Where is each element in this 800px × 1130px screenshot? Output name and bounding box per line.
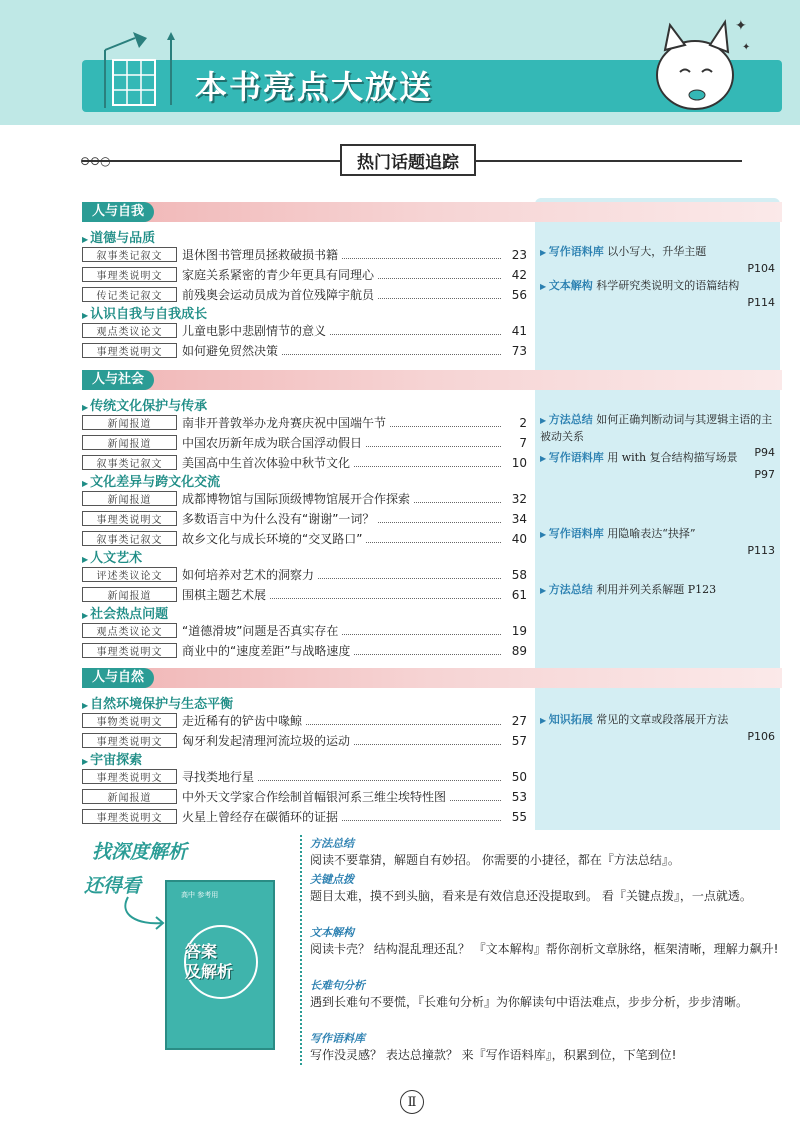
item-title: 匈牙利发起清理河流垃圾的运动 xyxy=(182,734,351,748)
note-text: 用 with 复合结构描写场景 xyxy=(607,451,738,464)
list-item[interactable] xyxy=(82,641,527,660)
list-item[interactable] xyxy=(82,433,527,452)
triangle-icon: ▶ xyxy=(82,611,89,620)
leader-dots xyxy=(318,570,501,579)
note-label: 方法总结 xyxy=(548,413,593,426)
triangle-icon: ▶ xyxy=(82,235,89,244)
book-title xyxy=(185,942,233,982)
triangle-icon: ▶ xyxy=(82,403,89,412)
feature-desc: 遇到长难句不要慌，『长难句分析』为你解读句中语法难点，步步分析，步步清晰。 xyxy=(310,995,749,1009)
genre-tag: 事物类说明文 xyxy=(82,713,177,728)
subhead xyxy=(82,749,142,768)
leader-dots xyxy=(366,438,501,447)
banner-title: 本书亮点大放送 xyxy=(195,68,434,106)
section-title: 人与社会 xyxy=(82,370,154,390)
find-line-1: 找深度解析 xyxy=(92,841,188,863)
arrow-icon: ▶ xyxy=(540,416,549,425)
item-title: 走近稀有的铲齿中喙鲸 xyxy=(182,714,303,728)
feature-item xyxy=(310,1030,780,1064)
note-page: P104 xyxy=(747,262,775,275)
note-label: 文本解构 xyxy=(548,279,593,292)
genre-tag: 事理类说明文 xyxy=(82,511,177,526)
page-number: 32 xyxy=(511,491,527,506)
feature-head: 写作语料库 xyxy=(310,1032,365,1045)
leader-dots xyxy=(378,290,501,299)
item-title: 商业中的“速度差距”与战略速度 xyxy=(182,644,351,658)
item-title: 寻找类地行星 xyxy=(182,770,255,784)
genre-tag: 叙事类记叙文 xyxy=(82,247,177,262)
subhead xyxy=(82,303,207,322)
leader-dots xyxy=(342,626,501,635)
item-title: 如何避免贸然决策 xyxy=(182,344,279,358)
leader-dots xyxy=(342,250,501,259)
subhead xyxy=(82,471,220,490)
genre-tag: 叙事类记叙文 xyxy=(82,531,177,546)
subhead-label: 道德与品质 xyxy=(90,231,156,246)
leader-dots xyxy=(378,270,501,279)
side-note xyxy=(540,526,775,559)
feature-head: 文本解构 xyxy=(310,926,354,939)
item-title: 中外天文学家合作绘制首幅银河系三维尘埃特性图 xyxy=(182,790,447,804)
genre-tag: 事理类说明文 xyxy=(82,267,177,282)
subhead xyxy=(82,547,142,566)
page-number: 7 xyxy=(519,435,527,450)
leader-dots xyxy=(390,418,501,427)
note-page: P113 xyxy=(747,544,775,557)
note-page: P106 xyxy=(747,730,775,743)
leader-dots xyxy=(330,326,501,335)
arrow-icon: ▶ xyxy=(540,530,549,539)
page-number: 50 xyxy=(511,769,527,784)
side-note xyxy=(540,582,775,599)
genre-tag: 新闻报道 xyxy=(82,435,177,450)
genre-tag: 事理类说明文 xyxy=(82,769,177,784)
page-number: 23 xyxy=(511,247,527,262)
subhead-label: 宇宙探索 xyxy=(90,753,143,768)
note-label: 写作语料库 xyxy=(548,451,604,464)
item-title: 故乡文化与成长环境的“交叉路口” xyxy=(182,532,363,546)
curved-arrow-icon xyxy=(118,895,168,935)
list-item[interactable] xyxy=(82,341,527,360)
list-item[interactable] xyxy=(82,565,527,584)
page-number: 41 xyxy=(511,323,527,338)
genre-tag: 事理类说明文 xyxy=(82,809,177,824)
page-number: 10 xyxy=(511,455,527,470)
leader-dots xyxy=(258,772,501,781)
page-number-circle: Ⅱ xyxy=(400,1090,424,1114)
genre-tag: 新闻报道 xyxy=(82,789,177,804)
note-text: 常见的文章或段落展开方法 xyxy=(596,713,729,726)
list-item[interactable] xyxy=(82,767,527,786)
triangle-icon: ▶ xyxy=(82,555,89,564)
note-page: P97 xyxy=(754,468,775,481)
subhead xyxy=(82,227,155,246)
svg-text:✦: ✦ xyxy=(735,18,747,34)
mascot-icon xyxy=(640,10,760,120)
list-item[interactable] xyxy=(82,265,527,284)
list-item[interactable] xyxy=(82,489,527,508)
feature-item xyxy=(310,835,780,869)
item-title: 多数语言中为什么没有“谢谢”一词？ xyxy=(182,512,375,526)
feature-head: 方法总结 xyxy=(310,837,354,850)
triangle-icon: ▶ xyxy=(82,701,89,710)
page-number: 57 xyxy=(511,733,527,748)
list-item[interactable] xyxy=(82,585,527,604)
note-page: P114 xyxy=(747,296,775,309)
feature-item xyxy=(310,871,780,905)
side-note xyxy=(540,450,775,483)
note-page: P123 xyxy=(687,583,717,596)
list-item[interactable] xyxy=(82,807,527,826)
genre-tag: 新闻报道 xyxy=(82,491,177,506)
list-item[interactable] xyxy=(82,529,527,548)
subhead-label: 传统文化保护与传承 xyxy=(90,399,208,414)
genre-tag: 观点类议论文 xyxy=(82,623,177,638)
note-page: P94 xyxy=(754,446,775,459)
feature-desc: 阅读不要靠猜，解题自有妙招。 你需要的小捷径，都在『方法总结』。 xyxy=(310,853,680,867)
item-title: “道德滑坡”问题是否真实存在 xyxy=(182,624,339,638)
list-item[interactable] xyxy=(82,453,527,472)
section-title: 人与自我 xyxy=(82,202,154,222)
item-title: 前残奥会运动员成为首位残障宇航员 xyxy=(182,288,375,302)
item-title: 围棋主题艺术展 xyxy=(182,588,267,602)
subhead xyxy=(82,603,168,622)
feature-item xyxy=(310,924,780,958)
note-text: 用隐喻表达“抉择” xyxy=(607,527,696,540)
arrow-icon: ▶ xyxy=(540,282,549,291)
subhead-label: 自然环境保护与生态平衡 xyxy=(90,697,234,712)
subhead-label: 社会热点问题 xyxy=(90,607,169,622)
section-bar xyxy=(82,202,782,222)
list-item[interactable] xyxy=(82,509,527,528)
leader-dots xyxy=(306,716,501,725)
item-title: 火星上曾经存在碳循环的证据 xyxy=(182,810,339,824)
note-label: 写作语料库 xyxy=(548,527,604,540)
list-item[interactable] xyxy=(82,787,527,806)
find-line-2: 还得看 xyxy=(84,875,142,897)
page-number: 53 xyxy=(511,789,527,804)
side-note xyxy=(540,278,775,311)
item-title: 南非开普敦举办龙舟赛庆祝中国端午节 xyxy=(182,416,387,430)
page-number: 40 xyxy=(511,531,527,546)
note-label: 写作语料库 xyxy=(548,245,604,258)
book-small-text: 高中 参考用 xyxy=(181,891,219,899)
list-item[interactable] xyxy=(82,413,527,432)
hot-topics-title: 热门话题追踪 xyxy=(340,144,476,176)
genre-tag: 事理类说明文 xyxy=(82,733,177,748)
section-title: 人与自然 xyxy=(82,668,154,688)
genre-tag: 叙事类记叙文 xyxy=(82,455,177,470)
note-text: 科学研究类说明文的语篇结构 xyxy=(596,279,740,292)
side-note xyxy=(540,712,775,745)
genre-tag: 评述类议论文 xyxy=(82,567,177,582)
leader-dots xyxy=(354,646,501,655)
subhead-label: 文化差异与跨文化交流 xyxy=(90,475,221,490)
book-title-line1: 答案 xyxy=(185,942,218,961)
page-number: 27 xyxy=(511,713,527,728)
item-title: 家庭关系紧密的青少年更具有同理心 xyxy=(182,268,375,282)
list-item[interactable] xyxy=(82,321,527,340)
feature-head: 长难句分析 xyxy=(310,979,365,992)
page-number: 55 xyxy=(511,809,527,824)
subhead-label: 人文艺术 xyxy=(90,551,143,566)
item-title: 美国高中生首次体验中秋节文化 xyxy=(182,456,351,470)
leader-dots xyxy=(354,458,501,467)
triangle-icon: ▶ xyxy=(82,479,89,488)
section-bar xyxy=(82,668,782,688)
item-title: 如何培养对艺术的洞察力 xyxy=(182,568,315,582)
subhead xyxy=(82,395,207,414)
leader-dots xyxy=(378,514,501,523)
arrow-icon: ▶ xyxy=(540,716,549,725)
note-label: 方法总结 xyxy=(548,583,593,596)
page-number: 2 xyxy=(519,415,527,430)
dots-icon: ⊙⊙○ xyxy=(80,154,111,168)
page-number: 61 xyxy=(511,587,527,602)
genre-tag: 观点类议论文 xyxy=(82,323,177,338)
section-bar xyxy=(82,370,782,390)
leader-dots xyxy=(414,494,501,503)
feature-divider xyxy=(300,835,302,1065)
note-text: 如何正确判断动词与其逻辑主语的主被动关系 xyxy=(540,413,773,443)
item-title: 儿童电影中悲剧情节的意义 xyxy=(182,324,327,338)
list-item[interactable] xyxy=(82,245,527,264)
item-title: 成都博物馆与国际顶级博物馆展开合作探索 xyxy=(182,492,411,506)
note-label: 知识拓展 xyxy=(548,713,593,726)
note-text: 利用并列关系解题 xyxy=(596,583,685,596)
list-item[interactable] xyxy=(82,731,527,750)
triangle-icon: ▶ xyxy=(82,311,89,320)
page-number: 58 xyxy=(511,567,527,582)
page-number: 19 xyxy=(511,623,527,638)
list-item[interactable] xyxy=(82,285,527,304)
genre-tag: 传记类记叙文 xyxy=(82,287,177,302)
arrow-icon: ▶ xyxy=(540,586,549,595)
arrow-icon: ▶ xyxy=(540,454,549,463)
side-note xyxy=(540,244,775,277)
answer-book-cover xyxy=(165,880,275,1050)
page-number: 56 xyxy=(511,287,527,302)
page-number: 73 xyxy=(511,343,527,358)
item-title: 中国农历新年成为联合国浮动假日 xyxy=(182,436,363,450)
genre-tag: 新闻报道 xyxy=(82,587,177,602)
page-number: 34 xyxy=(511,511,527,526)
item-title: 退休图书管理员拯救破损书籍 xyxy=(182,248,339,262)
note-text: 以小写大，升华主题 xyxy=(607,245,707,258)
page-number: 42 xyxy=(511,267,527,282)
subhead-label: 认识自我与自我成长 xyxy=(90,307,208,322)
page-number: 89 xyxy=(511,643,527,658)
genre-tag: 事理类说明文 xyxy=(82,343,177,358)
book-title-line2: 及解析 xyxy=(185,962,234,981)
leader-dots xyxy=(450,792,501,801)
lamp-grid-icon xyxy=(95,30,185,115)
svg-text:✦: ✦ xyxy=(742,42,751,53)
leader-dots xyxy=(342,812,501,821)
leader-dots xyxy=(282,346,501,355)
feature-head: 关键点拨 xyxy=(310,873,354,886)
leader-dots xyxy=(354,736,501,745)
feature-desc: 写作没灵感？ 表达总撞款？ 来『写作语料库』，积累到位，下笔到位! xyxy=(310,1048,677,1062)
feature-desc: 阅读卡壳？ 结构混乱理还乱？ 『文本解构』帮你剖析文章脉络，框架清晰，理解力飙升! xyxy=(310,942,779,956)
list-item[interactable] xyxy=(82,621,527,640)
arrow-icon: ▶ xyxy=(540,248,549,257)
genre-tag: 事理类说明文 xyxy=(82,643,177,658)
leader-dots xyxy=(366,534,501,543)
feature-item xyxy=(310,977,780,1011)
leader-dots xyxy=(270,590,501,599)
list-item[interactable] xyxy=(82,711,527,730)
subhead xyxy=(82,693,233,712)
feature-desc: 题目太难，摸不到头脑，看来是有效信息还没提取到。 看『关键点拨』，一点就透。 xyxy=(310,889,752,903)
genre-tag: 新闻报道 xyxy=(82,415,177,430)
triangle-icon: ▶ xyxy=(82,757,89,766)
